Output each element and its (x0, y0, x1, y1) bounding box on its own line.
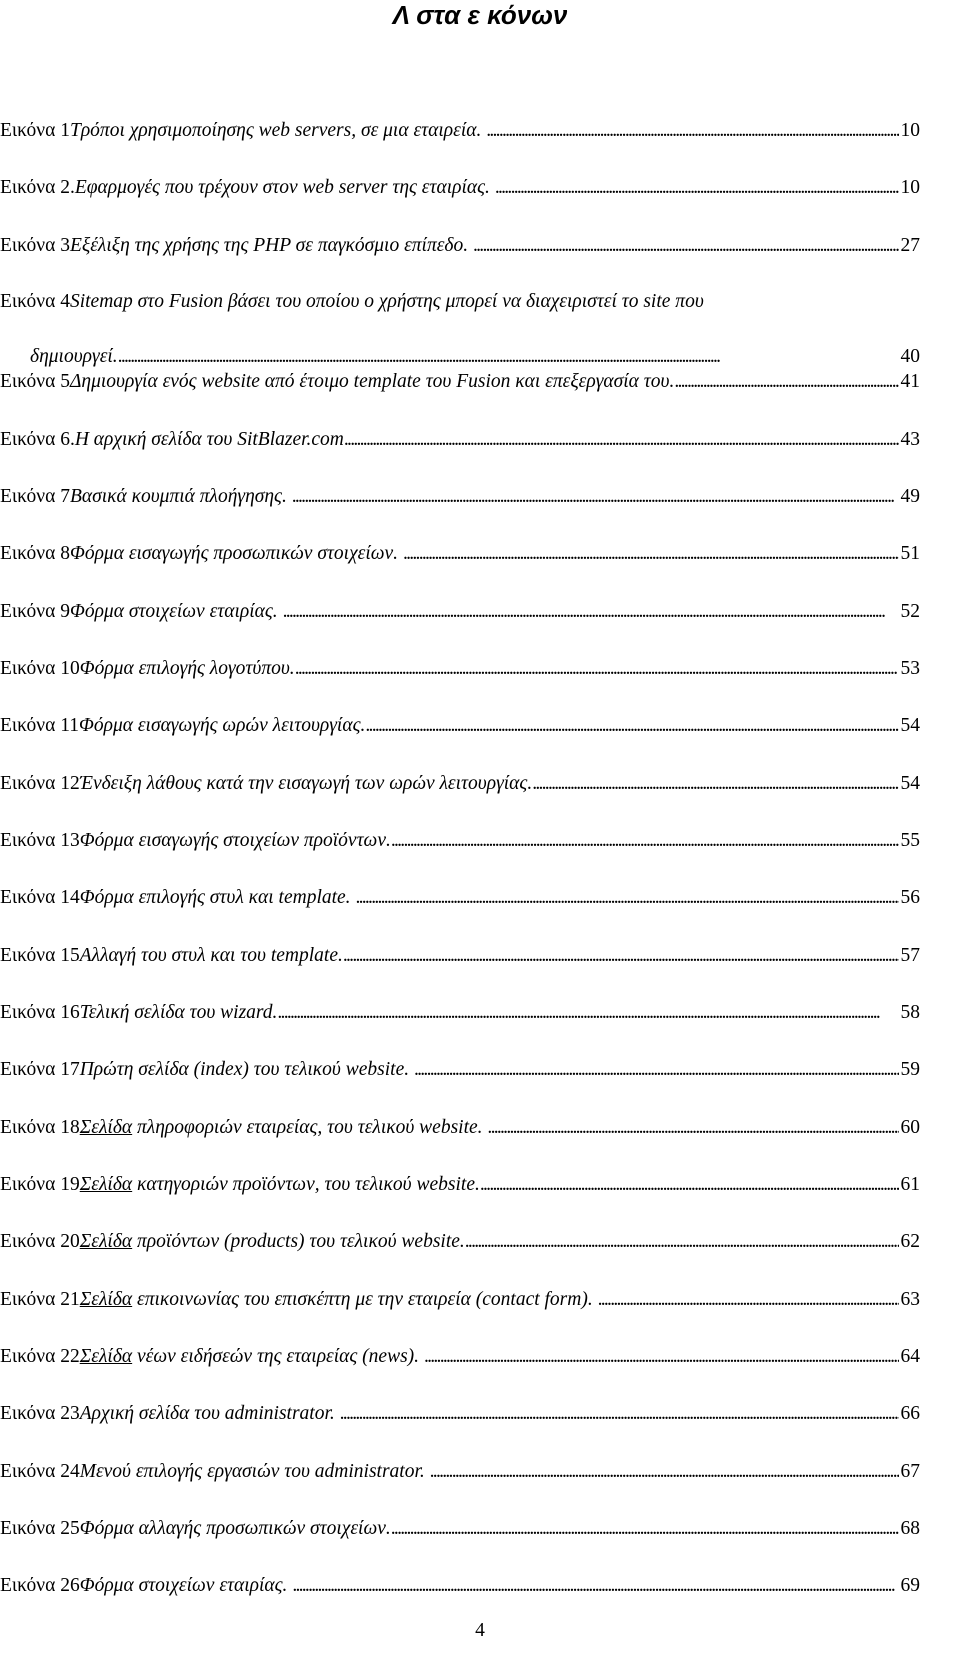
figure-label: Εικόνα 24 (0, 1461, 80, 1482)
toc-entry[interactable] (0, 1057, 920, 1083)
figure-label: Εικόνα 2. (0, 177, 75, 198)
page-ref: 68 (900, 1518, 920, 1539)
page-ref: 59 (900, 1059, 920, 1080)
figure-caption: κατηγοριών προϊόντων, του τελικού website. (132, 1174, 480, 1195)
figure-caption-underlined: Σελίδα (79, 1231, 133, 1252)
toc-entry[interactable] (0, 771, 920, 797)
figure-caption: Φόρμα στοιχείων εταιρίας. (69, 601, 283, 622)
figure-label: Εικόνα 20 (0, 1231, 80, 1252)
dot-leader (292, 484, 899, 510)
dot-leader (430, 1459, 899, 1485)
figure-label: Εικόνα 8 (0, 543, 70, 564)
page-ref: 54 (900, 773, 920, 794)
figure-caption: Φόρμα επιλογής λογοτύπου. (79, 658, 295, 679)
toc-entry[interactable] (0, 1229, 920, 1255)
figure-caption: Εφαρμογές που τρέχουν στον web server της εταιρίας. (74, 177, 495, 198)
toc-entry[interactable] (0, 713, 920, 739)
toc-entry[interactable] (0, 1573, 920, 1599)
figure-label: Εικόνα 22 (0, 1346, 80, 1367)
figure-caption: προϊόντων (products) του τελικού website. (132, 1231, 465, 1252)
figure-caption: Φόρμα εισαγωγής προσωπικών στοιχείων. (69, 543, 403, 564)
dot-leader (480, 1172, 899, 1198)
page-ref: 66 (900, 1403, 920, 1424)
figure-caption: νέων ειδήσεών της εταιρείας (news). (132, 1346, 424, 1367)
toc-entry[interactable] (0, 1344, 920, 1370)
figure-caption: Φόρμα εισαγωγής στοιχείων προϊόντων. (79, 830, 391, 851)
toc-entry[interactable] (0, 289, 920, 370)
page-ref: 62 (900, 1231, 920, 1252)
dot-leader (391, 828, 899, 854)
page-ref: 58 (900, 1002, 920, 1023)
page-ref: 49 (900, 486, 920, 507)
figure-caption: Πρώτη σελίδα (index) του τελικού website. (79, 1059, 414, 1080)
figure-label: Εικόνα 21 (0, 1289, 80, 1310)
figure-label: Εικόνα 5 (0, 371, 70, 392)
page-ref: 10 (900, 120, 920, 141)
dot-leader (495, 175, 899, 201)
page-ref: 55 (900, 830, 920, 851)
figure-caption: Αλλαγή του στυλ και του template. (79, 945, 343, 966)
page-ref: 69 (900, 1575, 920, 1596)
figure-caption: Τελική σελίδα του wizard. (79, 1002, 278, 1023)
toc-entry[interactable] (0, 599, 920, 625)
dot-leader (598, 1287, 899, 1313)
dot-leader (674, 369, 898, 395)
figure-caption-continued: δημιουργεί. (30, 346, 118, 367)
page-title: Λ στα ε κόνων (392, 0, 568, 30)
dot-leader (118, 344, 899, 370)
dot-leader (391, 1516, 899, 1542)
dot-leader (283, 599, 899, 625)
figure-caption: Εξέλιξη της χρήσης της PHP σε παγκόσμιο επίπεδο. (69, 235, 473, 256)
figure-label: Εικόνα 13 (0, 830, 80, 851)
page-ref: 56 (900, 887, 920, 908)
figure-label: Εικόνα 12 (0, 773, 80, 794)
page-number: 4 (475, 1620, 485, 1641)
dot-leader (295, 656, 899, 682)
toc-entry[interactable] (0, 943, 920, 969)
page-ref: 10 (900, 177, 920, 198)
figure-label: Εικόνα 3 (0, 235, 70, 256)
dot-leader (277, 1000, 898, 1026)
toc-entry[interactable] (0, 233, 920, 259)
toc-entry[interactable] (0, 656, 920, 682)
toc-entry[interactable] (0, 427, 920, 453)
figure-caption: Η αρχική σελίδα του SitBlazer.com (74, 429, 344, 450)
dot-leader (414, 1057, 899, 1083)
page-ref: 67 (900, 1461, 920, 1482)
figure-caption-underlined: Σελίδα (79, 1174, 133, 1195)
page-ref: 61 (900, 1174, 920, 1195)
figure-label: Εικόνα 10 (0, 658, 80, 679)
toc-entry[interactable] (0, 1459, 920, 1485)
figure-label: Εικόνα 18 (0, 1117, 80, 1138)
page-ref: 60 (900, 1117, 920, 1138)
toc-entry[interactable] (0, 369, 920, 395)
figure-label: Εικόνα 16 (0, 1002, 80, 1023)
figure-label: Εικόνα 19 (0, 1174, 80, 1195)
page-ref: 41 (900, 371, 920, 392)
figure-caption: επικοινωνίας του επισκέπτη με την εταιρεία (contact form). (132, 1289, 598, 1310)
figure-caption: πληροφοριών εταιρείας, του τελικού website. (132, 1117, 488, 1138)
dot-leader (487, 1115, 898, 1141)
page-ref: 64 (900, 1346, 920, 1367)
page-ref: 27 (900, 235, 920, 256)
toc-entry[interactable] (0, 1000, 920, 1026)
page-ref: 52 (900, 601, 920, 622)
dot-leader (344, 427, 899, 453)
dot-leader (365, 713, 898, 739)
figure-caption-underlined: Σελίδα (79, 1346, 133, 1367)
toc-entry[interactable] (0, 484, 920, 510)
figure-label: Εικόνα 23 (0, 1403, 80, 1424)
dot-leader (343, 943, 899, 969)
figure-label: Εικόνα 6. (0, 429, 75, 450)
page-ref: 43 (900, 429, 920, 450)
figure-caption-underlined: Σελίδα (79, 1117, 133, 1138)
toc-entry[interactable] (0, 1115, 920, 1141)
figure-caption: Τρόποι χρησιμοποίησης web servers, σε μια εταιρεία. (69, 120, 487, 141)
figure-label: Εικόνα 17 (0, 1059, 80, 1080)
figure-label: Εικόνα 26 (0, 1575, 80, 1596)
toc-entry[interactable] (0, 541, 920, 567)
figure-label: Εικόνα 4 (0, 291, 70, 312)
page-ref: 54 (900, 715, 920, 736)
figure-label: Εικόνα 25 (0, 1518, 80, 1539)
dot-leader (473, 233, 899, 259)
dot-leader (465, 1229, 899, 1255)
figure-caption: Φόρμα επιλογής στυλ και template. (79, 887, 356, 908)
figure-caption: Μενού επιλογής εργασιών του administrator. (79, 1461, 430, 1482)
figure-label: Εικόνα 14 (0, 887, 80, 908)
figure-caption: Αρχική σελίδα του administrator. (79, 1403, 340, 1424)
figure-caption-underlined: Σελίδα (79, 1289, 133, 1310)
dot-leader (532, 771, 898, 797)
page-ref: 53 (900, 658, 920, 679)
figure-caption: Ένδειξη λάθους κατά την εισαγωγή των ωρών λειτουργίας. (79, 773, 533, 794)
dot-leader (292, 1573, 898, 1599)
toc-entry[interactable] (0, 885, 920, 911)
figure-caption: Φόρμα αλλαγής προσωπικών στοιχείων. (79, 1518, 391, 1539)
figure-caption: Φόρμα εισαγωγής ωρών λειτουργίας. (79, 715, 366, 736)
figure-label: Εικόνα 11 (0, 715, 79, 736)
toc-entry[interactable] (0, 828, 920, 854)
figure-label: Εικόνα 9 (0, 601, 70, 622)
page-ref: 40 (900, 346, 920, 367)
dot-leader (340, 1401, 899, 1427)
figure-label: Εικόνα 15 (0, 945, 80, 966)
page-ref: 63 (900, 1289, 920, 1310)
toc-entry[interactable] (0, 118, 920, 144)
page-ref: 51 (900, 543, 920, 564)
dot-leader (355, 885, 898, 911)
figure-caption: Sitemap στο Fusion βάσει του οποίου ο χρήστης μπορεί να διαχειριστεί το site που (69, 291, 704, 312)
toc-entry[interactable] (0, 1172, 920, 1198)
figure-caption: Δημιουργία ενός website από έτοιμο template του Fusion και επεξεργασία του. (69, 371, 675, 392)
toc-entry[interactable] (0, 1401, 920, 1427)
dot-leader (403, 541, 899, 567)
figure-label: Εικόνα 1 (0, 120, 70, 141)
dot-leader (424, 1344, 899, 1370)
figure-caption: Βασικά κουμπιά πλοήγησης. (69, 486, 292, 507)
toc-entry[interactable] (0, 1516, 920, 1542)
toc-entry[interactable] (0, 175, 920, 201)
figure-label: Εικόνα 7 (0, 486, 70, 507)
page-ref: 57 (900, 945, 920, 966)
figure-caption: Φόρμα στοιχείων εταιρίας. (79, 1575, 293, 1596)
dot-leader (486, 118, 898, 144)
toc-entry[interactable] (0, 1287, 920, 1313)
